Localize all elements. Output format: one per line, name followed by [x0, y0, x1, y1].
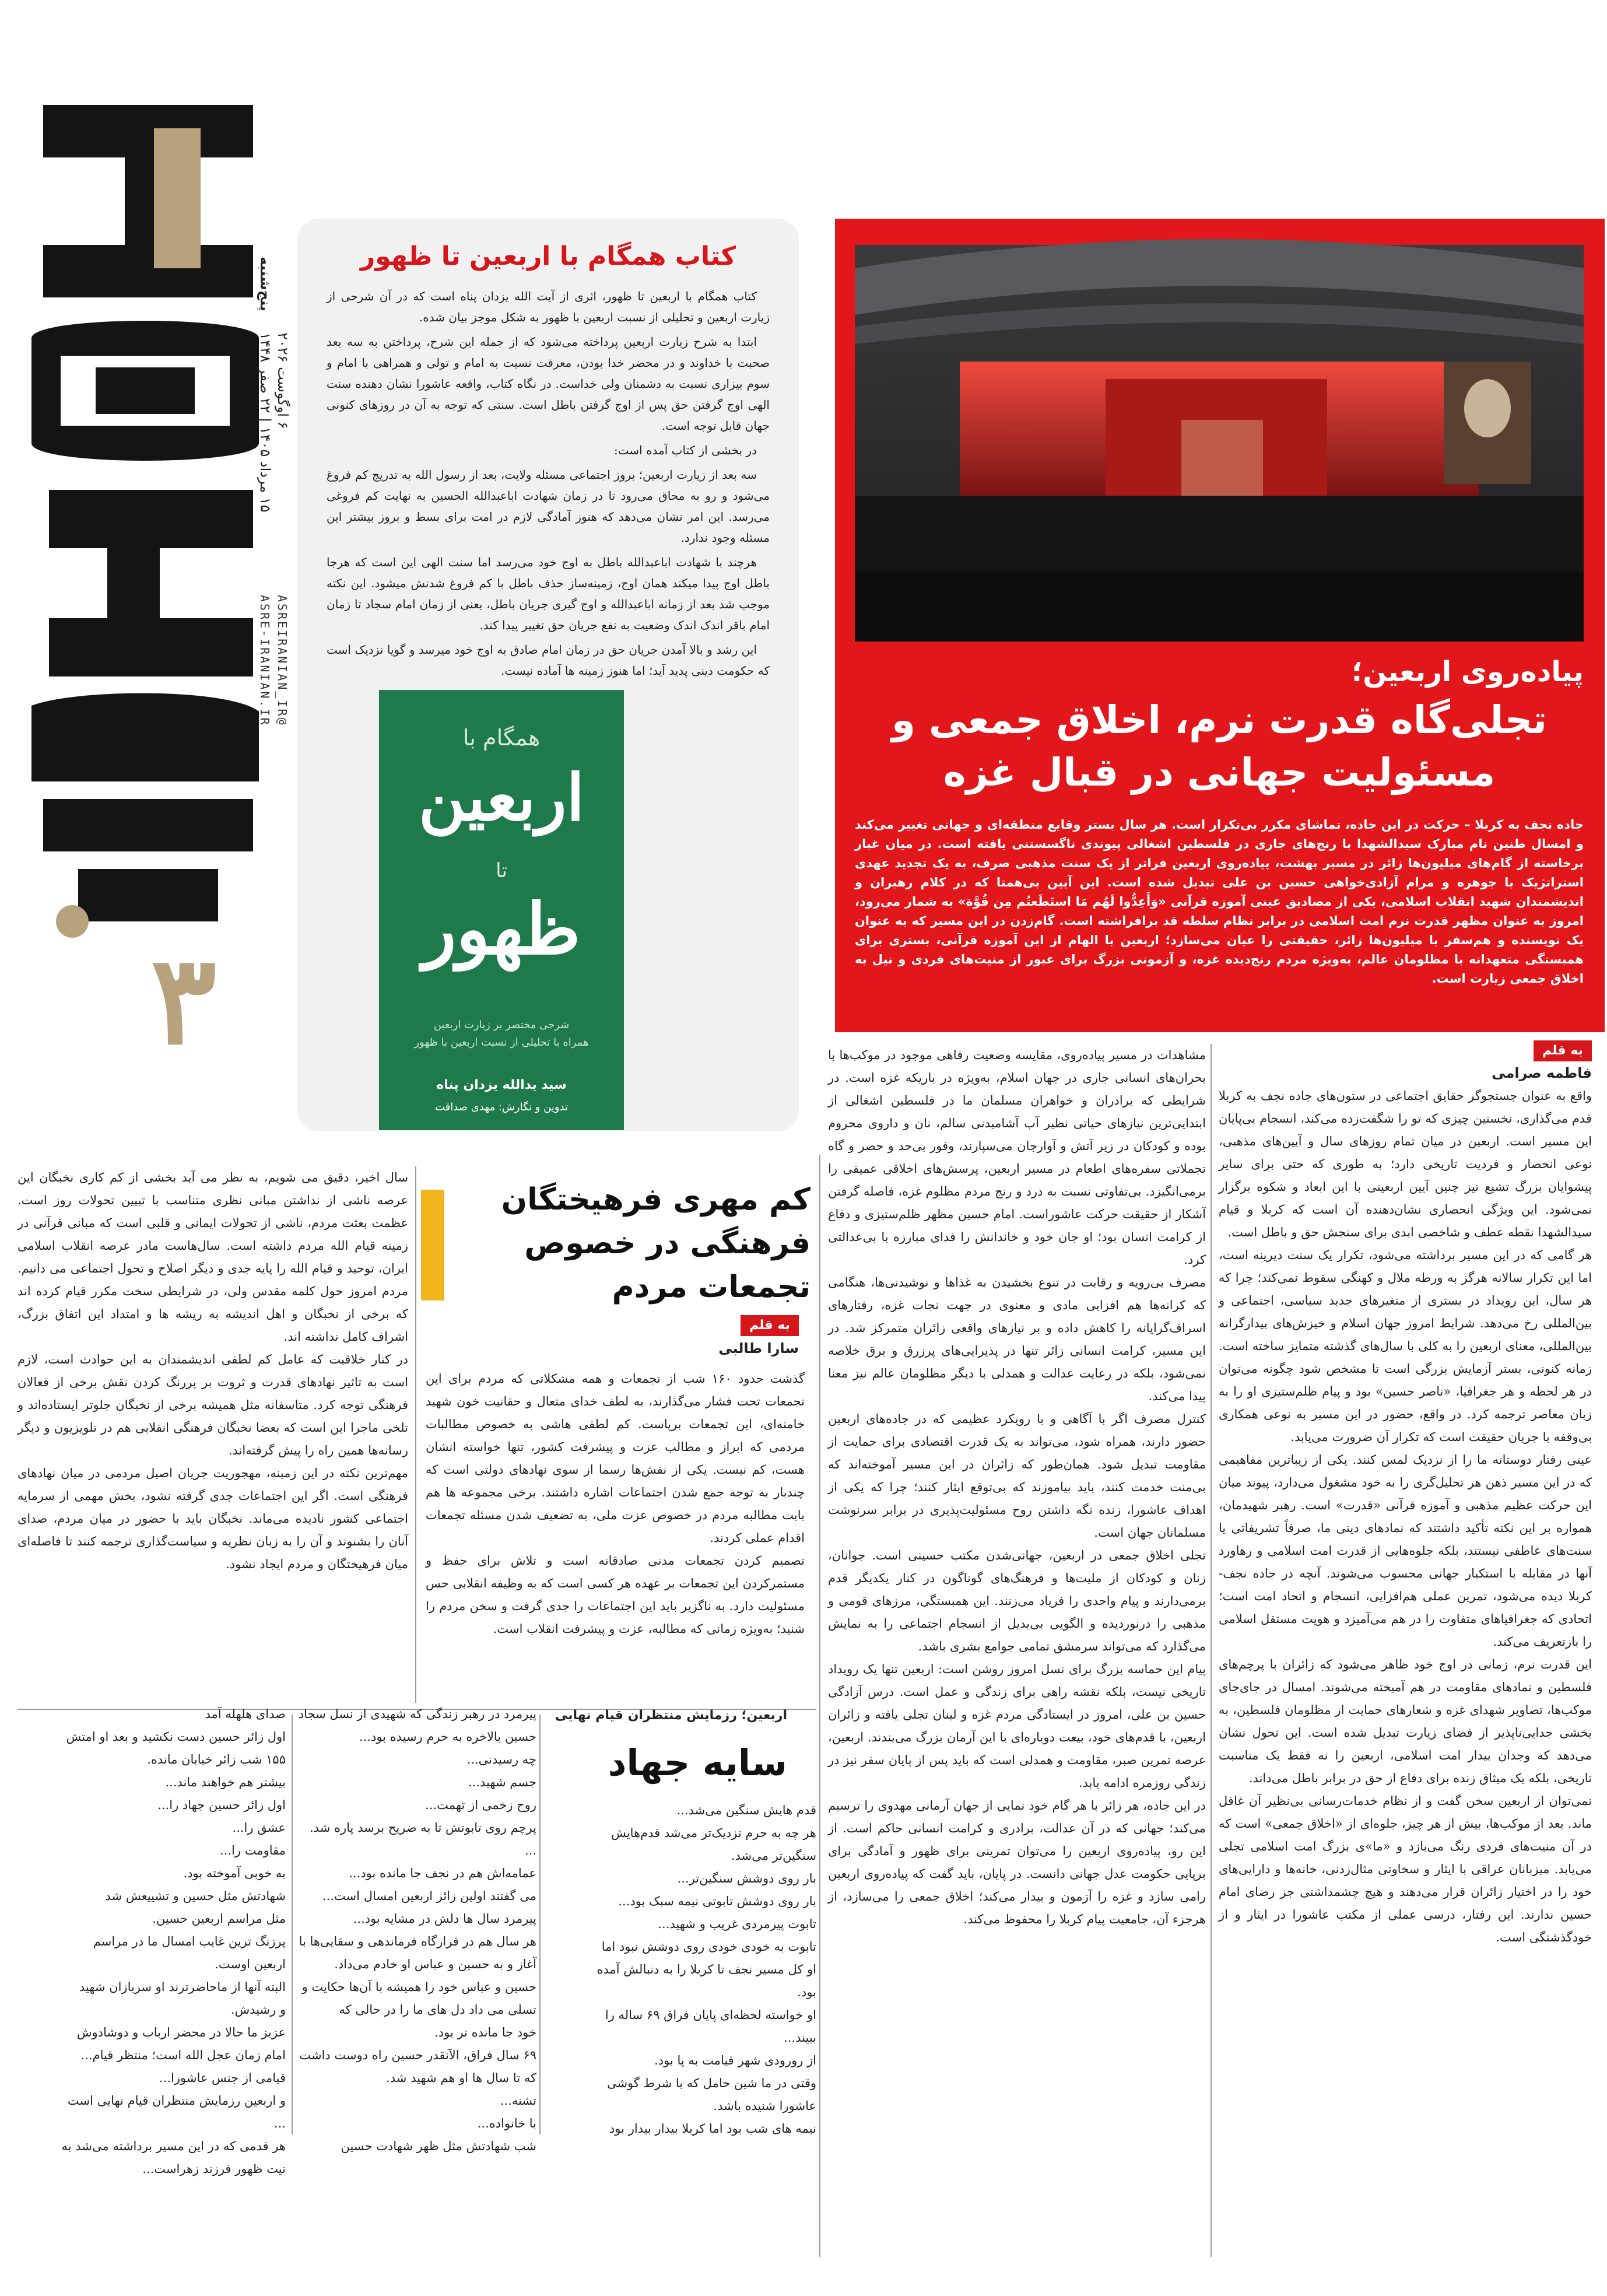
book-paragraph: هرچند با شهادت اباعبدالله باطل به اوج خود می‌رسد اما سنت الهی این است که هرجا باطل اوج پیدا میکند همان اوج، زمینه‌ساز حذف باطل با کم فروغ شدنش میشود. این نکته موجب شد بعد از زمانه اباعبدالله و اوج گیری جریان باطل، یعنی از زمان امام سجاد تا زمان امام باقر اندک اندک وضعیت به نفع جریان حق تغییر پیدا کند.	[327, 555, 770, 632]
verse-line: عزیز ما حالا در محضر ارباب و دوشادوش	[76, 2025, 286, 2039]
article3-column-2	[297, 1703, 536, 2153]
verse-line: تابوت به خودی خودی روی دوشش نبود اما	[601, 1940, 816, 1954]
verse-line: عشق را...	[232, 1821, 286, 1835]
verse-line: هر چه به حرم نزدیک‌تر می‌شد قدم‌هایش	[610, 1826, 816, 1840]
verse-line: خود جا مانده تر بود.	[434, 2025, 536, 2039]
issue-info	[257, 257, 292, 560]
verse-line: قدم هایش سنگین می‌شد...	[676, 1803, 816, 1817]
crowd-photo-art	[855, 245, 1584, 642]
verse-line: و رشیدش.	[230, 2003, 286, 2017]
verse-line: پرزنگ ترین غایب امسال ما در مراسم	[93, 1934, 286, 1948]
verse-line: به خوبی آموخته بود.	[183, 1866, 286, 1880]
byline-name: فاطمه صرامی	[1492, 1065, 1592, 1081]
article3-kicker: اربعین؛ رزمایش منتظران قیام نهایی	[555, 1708, 787, 1723]
masthead-logo	[8, 93, 297, 1026]
cover-word-3: ظهور	[422, 888, 581, 970]
cover-word-1: اربعین	[418, 760, 585, 835]
verse-line: ببیند...	[784, 2031, 816, 2045]
verse-line: چه رسیدنی...	[466, 1752, 536, 1766]
column-divider	[415, 1166, 416, 1703]
verse-line: اول زائر حسین جهاد را...	[157, 1798, 286, 1812]
date-persian: ۱۵ مرداد ۱۴۰۵ | ۲۲ صفر ۱۴۴۸	[257, 332, 273, 513]
verse-line: ...	[524, 1843, 536, 1857]
column-divider	[1210, 1044, 1212, 2257]
book-title: کتاب همگام با اربعین تا ظهور	[360, 241, 736, 271]
verse-line: اربعین اوست.	[215, 1957, 286, 1971]
verse-line: روح زخمی از تهمت...	[425, 1798, 536, 1812]
verse-line: تسلی می داد دل های ما را در حالی که	[339, 2003, 536, 2017]
article3-column-1	[542, 1799, 816, 2137]
verse-line: اول زائر حسین دست نکشید و بعد او امتش	[66, 1730, 286, 1744]
byline-tag: به قلم	[1534, 1040, 1592, 1061]
feature-column-1: واقع به عنوان جستجوگر حقایق اجتماعی در ستون‌های جاده نجف به کربلا قدم می‌گذاری، نخستین چیزی که تو را شگفت‌زده می‌کند، انسجام بی‌پایان این مسیر است. اربعین در میان تمام روزهای سال و آیین‌های مذهبی، نوعی انحصار و فردیت تاریخی دارد؛ به طوری که حتی برای سایر پیشوایان بزرگ تشیع نیز چنین آیین اربعینی با این ابعاد و شکوه برگزار نمی‌شود. این ویژگی انحصاری نشان‌دهنده آن است که کربلا و قیام سیدالشهدا نقطه عطف و شاخصی ابدی برای سنجش حق و باطل است. هر گامی که در این مسیر برداشته می‌شود، تکرار یک سنت دیرینه است، اما این تکرار سالانه هرگز به ورطه ملال و کهنگی سقوط نمی‌کند؛ چرا که هر سال، این رویداد در بستری از متغیرهای جدید سیاسی، اجتماعی و بین‌المللی رخ می‌دهد. شرایط امروز جهان اسلام و خیزش‌های بیدارگرانه بین‌المللی، معنای اربعین را به کلی با سال‌های گذشته متمایز ساخته است. زمانه کنونی، بستر آزمایش بزرگی است تا مشخص شود چگونه می‌توان در هر لحظه و هر جغرافیا، «ناصر حسین» بود و پیام ظلم‌ستیزی او را به زبان معاصر ترجمه کرد. در واقع، حضور در این مسیر به نوعی همکاری بی‌وقفه با جریان حقیقت است که تکرار آن ضرورت می‌یابد. عینی رفتار دوستانه ما را از نزدیک لمس کنند. یکی از زیباترین مفاهیمی که در این مسیر ذهن هر تحلیل‌گری را به خود مشغول می‌دارد، پیوند میان این حرکت عظیم مذهبی و آموزه قرآنی «قدرت» است. رهبر شهیدمان، همواره بر این نکته تأکید داشتند که نمادهای دینی ما، صرفاً تشریفاتی یا سنت‌های عاطفی نیستند، بلکه جلوه‌هایی از قدرت امت اسلامی و رهاورد آنها در مقابله با استکبار جهانی محسوب می‌شوند. آنچه در جاده نجف-کربلا دیده می‌شود، تمرین عملی هم‌افزایی، انسجام و اتحاد امت است؛ اتحادی که جغرافیاهای متفاوت را در هم می‌آمیزد و هویت مستقل اسلامی را بازتعریف می‌کند. این قدرت نرم، زمانی در اوج خود ظاهر می‌شود که زائران با پرچم‌های فلسطین و نمادهای مقاومت در هم آمیخته می‌شوند. امسال در جای‌جای موکب‌ها، تصاویر شهدای غزه و شعارهای حمایت از مظلومان فلسطین، به بخشی جدایی‌ناپذیر از فضای زیارت تبدیل شده است. این تحول نشان می‌دهد که وجدان بیدار امت اسلامی، اربعین را نه فقط یک مناسبت تاریخی، بلکه یک میثاق زنده برای دفاع از حق در برابر باطل می‌داند. نمی‌توان از اربعین سخن گفت و از نظام خدمات‌رسانی بی‌نظیر آن غافل ماند. بعد از موکب‌ها، بیش از هر چیز، جلوه‌ای از «اخلاق جمعی» است که در آن منیت‌های فردی رنگ می‌بازد و «ما»ی بزرگ امت اسلامی تجلی می‌یابد. میزبانان عراقی با ایثار و سخاوتی مثال‌زدنی، خانه‌ها و دارایی‌های خود را در اختیار زائران قرار می‌دهند و هیچ چشمداشتی جز رضای امام حسین ندارند. این رفتار، درسی عملی از مکتب عاشورا در ایثار و از خودگذشتگی است.	[1219, 1089, 1592, 1944]
website-link[interactable]: ASRE-IRANIAN.IR	[258, 595, 272, 727]
verse-line: تابوت پیرمردی غریب و شهید...	[658, 1917, 816, 1931]
article2-column-1: گذشت حدود ۱۶۰ شب از تجمعات و همه مشکلاتی که مردم برای این تجمعات تحت فشار می‌گذارند، به لطف خدای متعال و حقانیت خون شهید خامنه‌ای، این تجمعات برپاست. کم لطفی هاشی به خصوص مطالبات مردمی که ابراز و مطالب عزت و پیشرفت کشور، تنها خواسته انشان هست، کم نیست. یکی از نقش‌ها رسما از سوی نهادهای دولتی است که چندبار به توجه جمع شدن اجتماعات اشاره داشتند. برخی مجموعه ها هم بابت مطالبه مردم در خصوص عزت ملی، به تضعیف شدن مسئله تجمعات اقدام عملی کردند. تصمیم کردن تجمعات مدنی صادقانه است و تلاش برای حفظ و مستمرکردن این تجمعات بر عهده هر کسی است که به وظیفه انقلابی حس مسئولیت دارد. به ناگزیر باید این اجتماعات را جدی گرفت و سخن مردم را شنید؛ به‌ویژه زمانی که مطالبه، عزت و پیشرفت انقلاب است.	[426, 1372, 805, 1636]
book-paragraph: کتاب همگام با اربعین تا ظهور، اثری از آیت الله یزدان پناه است که در آن شرحی از زیارت اربعین و تحلیلی از نسبت اربعین با ظهور به شکل موجز بیان شده.	[327, 289, 770, 324]
book-text	[327, 286, 770, 678]
verse-line: پرچم روی تابوتش تا به ضریح برسد پاره شد.	[310, 1821, 536, 1835]
verse-line: جسم شهید...	[468, 1775, 536, 1789]
verse-line: آغاز و به حسین و عباس او خادم می‌داد.	[334, 1957, 536, 1971]
feature-photo	[855, 245, 1584, 642]
verse-line: مثل مراسم اربعین حسین.	[152, 1912, 286, 1926]
byline-name: سارا طالبی	[718, 1340, 799, 1356]
article2-column-2: سال اخیر، دقیق می شویم، به نظر می آید بخشی از کم کاری نخبگان این عرصه ناشی از نداشتن مبانی نظری متناسب با تبیین تحولات روز است. عظمت بعثت مردم، ناشی از تحولات ایمانی و قلبی است که مبانی قرآنی در زمینه قیام الله مردم داشته است. سال‌هاست مادر عرصه انقلاب اسلامی ایران، توحید و قیام الله را پایه جدی و دیگر اصلاح و تحول اجتماعی می دانیم. مردم امروز حول کلمه مقدس ولی، در شرایطی سخت مکرر قیام کرده اند که برخی از نخبگان و اهل اندیشه به ریشه ها و امتداد این اتفاق بزرگ، اشراف کامل نداشته اند. در کنار خلاقیت که عامل کم لطفی اندیشمندان به این حوادث است، لازم است به تاثیر نهادهای قدرت و ثروت بر پررنگ کردن نقش برخی از فعالان فرهنگی توجه کرد. متاسفانه مثل همیشه برخی از نخبگان جلوتر ایستاده‌اند و تلخی ماجرا این است که بعضا نخبگان فرهنگی انقلابی هم در تلویزیون و دیگر رسانه‌ها همین راه را پیش گرفته‌اند. مهم‌ترین نکته در این زمینه، مهجوریت جریان اصیل مردمی در میان نهادهای فرهنگی است. اگر این اجتماعات جدی گرفته نشود، بخش مهمی از سرمایه اجتماعی کشور نادیده می‌ماند. نخبگان باید با حضور در میان مردم، صدای آنان را بشنوند و آن را به زبان نظریه و سیاست‌گذاری ترجمه کنند تا فاصله‌ای میان فرهیختگان و مردم ایجاد نشود.	[17, 1170, 408, 1571]
verse-line: قیامی از جنس عاشورا...	[159, 2071, 286, 2085]
cover-subtitle: شرحی مختصر بر زیارت اربعین همراه با تحلیلی از نسبت اربعین با ظهور	[414, 1019, 589, 1049]
verse-line: البته آنها از ماحاضرترند او سربازان شهید	[79, 1980, 286, 1994]
cover-editor: تدوین و نگارش: مهدی صداقت	[434, 1101, 569, 1113]
verse-line: پیرمرد سال ها دلش در مشایه بود...	[353, 1912, 536, 1926]
verse-line: تشنه...	[500, 2094, 536, 2108]
verse-line: حسین بالاخره به حرم رسیده بود...	[359, 1730, 536, 1744]
verse-line: مقاومت را...	[220, 1843, 286, 1857]
verse-line: سنگین‌تر می‌شد.	[731, 1849, 816, 1863]
instagram-handle[interactable]: @ASREIRANIAN_IR	[275, 595, 289, 727]
book-paragraph: در بخشی از کتاب آمده است:	[614, 443, 757, 457]
feature-headline: تجلی‌گاه قدرت نرم، اخلاق جمعی و مسئولیت جهانی در قبال غزه	[891, 697, 1548, 795]
book-paragraph: سه بعد از زیارت اربعین؛ بروز اجتماعی مسئله ولایت، بعد از رسول الله به تدریج کم فروغ می‌شود و رو به محاق می‌رود تا در زمان شهادت اباعبدالله الحسین به نهایت کم فروغی می‌رسد. این امر نشان می‌دهد که هنوز آمادگی لازم در امت برای بسط و بروز بیشتر این مسئله وجود ندارد.	[327, 468, 770, 545]
feature-lede: جاده نجف به کربلا – حرکت در این جاده، تماشای مکرر بی‌تکرار است. هر سال بستر وقایع منطقه‌ای و جهانی تغییر می‌کند و امسال طنین نام مبارک سیدالشهدا با رنج‌های جاری در فلسطین اشغالی پیوندی ناگسستنی یافته است. در میان غبار برخاسته از گام‌های میلیون‌ها زائر در مسیر بهشت، پیاده‌روی اربعین فراتر از یک سنت مذهبی صرف، به یک تجدید عهدی استراتژیک با جوهره و مرام آزادی‌خواهی حسین بن علی تبدیل شده است. این آیین بی‌همتا که در کلام رهبران و اندیشمندان شهید انقلاب اسلامی، یکی از مصادیق عینی آموزه قرآنی «وَأَعِدُّوا لَهُم مَا استَطَعتُم مِن قُوَّة» به شمار می‌رود، امروز به عنوان مظهر قدرت نرم امت اسلامی در برابر نظام سلطه قد برافراشته است. گام‌زدن در این مسیر که به عنوان یک نویسنده و هم‌سفر با میلیون‌ها زائر، حقیقتی را عیان می‌سازد؛ اربعین با الهام از این آموزه قرآنی، بستری برای همبستگی متعهدانه با مظلومان عالم، به‌ویژه مردم رنج‌دیده غزه، و آزمونی بزرگ برای عبور از منیت‌های فردی و نیل به اخلاق جمعی زیارت است.	[855, 818, 1584, 986]
verse-line: هر قدمی که در این مسیر برداشته می‌شد به	[61, 2139, 286, 2153]
book-paragraph: ابتدا به شرح زیارت اربعین پرداخته می‌شود که از جمله این شرح، پرداختن به سه بعد صحبت با خداوند و در محضر خدا بودن، معرفت نسبت به امام و تولی و همراهی با امام و سوم بیزاری نسبت به دشمنان ولی خداست. در نگاه کتاب، واقعه عاشورا نشان دهنده سنت الهی اوج گرفتن حق پس از اوج گرفتن باطل است. سنتی که توجه به آن در روزهای کنونی جهان قابل توجه است.	[327, 335, 770, 433]
cover-author: سید یدالله یزدان پناه	[436, 1078, 567, 1092]
article3-title: سایه جهاد	[608, 1741, 787, 1784]
verse-line: ۱۵۵ شب زائر خیابان مانده.	[147, 1752, 286, 1766]
verse-line: حسین و عباس خود را همیشه با آن‌ها حکایت و	[301, 1980, 536, 1994]
column-divider	[819, 1155, 820, 2257]
book-paragraph: این رشد و بالا آمدن جریان حق در زمان امام صادق به اوج خود میرسد و گویا نزدیک است که حکومت دینی پدید آید؛ اما هنوز زمینه ها آماده نیست.	[327, 643, 770, 678]
cover-top-text: همگام با	[462, 725, 541, 751]
page-number: ۳	[150, 928, 217, 1072]
verse-line: و اربعین رزمایش منتظران قیام نهایی است	[67, 2094, 286, 2108]
verse-line: عمامه‌اش هم در نجف جا مانده بود...	[349, 1866, 536, 1880]
date-gregorian: ۶ اوگوست ۲۰۲۶	[275, 332, 291, 429]
article3-column-3	[23, 1703, 286, 2176]
verse-line: پیرمرد در رهبر زندگی که شهیدی از نسل سجاد	[298, 1707, 536, 1721]
verse-line: ۶۹ سال فراق، الآنقدر حسین راه دوست داشت	[299, 2048, 536, 2062]
cover-word-2: تا	[496, 859, 507, 882]
feature-column-2: مشاهدات در مسیر پیاده‌روی، مقایسه وضعیت رفاهی موجود در موکب‌ها با بحران‌های انسانی جاری در جهان اسلام، به‌ویژه در باریکه غزه است. در شرایطی که برادران و خواهران مسلمان ما در فلسطین اشغالی از ابتدایی‌ترین نیازهای حیاتی نظیر آب آشامیدنی سالم، نان و داروی محروم بوده و کودکان در زیر آتش و آوارجان می‌سپارند، وفور بی‌حد و حصر و گاه تجملاتی سفره‌های اطعام در مسیر اربعین، پرسش‌های اخلاقی عمیقی را برمی‌انگیزد. بی‌تفاوتی نسبت به درد و رنج مردم مظلوم غزه، فاصله گرفتن آشکار از حقیقت حرکت عاشوراست. امام حسین مظهر ظلم‌ستیزی و دفاع از کرامت انسان بود؛ او جان خود و خاندانش را فدای مبارزه با بی‌عدالتی کرد. مصرف بی‌رویه و رقابت در تنوع بخشیدن به غذاها و نوشیدنی‌ها، هنگامی که کرانه‌ها هم افزایی مادی و معنوی در جهت نجات غزه، رفتارهای اسراف‌گرایانه را کاهش داده و بر نیازهای واقعی زائران متمرکز شد. در این مسیر، کرامت انسانی زائر تنها در پذیرایی‌های پرزرق و برق خلاصه نمی‌شود، بلکه در رعایت عدالت و همدلی با دیگر مظلومان عالم نیز معنا پیدا می‌کند. کنترل مصرف اگر با آگاهی و با رویکرد عظیمی که در جاده‌های اربعین حضور دارند، همراه شود، می‌تواند به یک قدرت اقتصادی برای حمایت از مقاومت تبدیل شود. همان‌طور که زائران در این مسیر آموخته‌اند که بی‌منت خدمت کنند، باید بیاموزند که بی‌توقع ایثار کنند؛ چرا که یکی از اهداف عاشورا، زنده نگه داشتن روح مسئولیت‌پذیری در برابر سرنوشت مسلمانان جهان است. تجلی اخلاق جمعی در اربعین، جهانی‌شدن مکتب حسینی است. جوانان، زنان و کودکان از ملیت‌ها و فرهنگ‌های گوناگون در کنار یکدیگر قدم برمی‌دارند و پیام واحدی را فریاد می‌زنند. این همبستگی، مرزهای قومی و مذهبی را درنوردیده و الگویی بی‌بدیل از انسجام اجتماعی را به نمایش می‌گذارد که می‌تواند سرمشق تمامی جوامع بشری باشد. پیام این حماسه بزرگ برای نسل امروز روشن است: اربعین تنها یک رویداد تاریخی نیست، بلکه نقشه راهی برای زندگی و عمل است. درس آزادگی حسین بن علی، امروز در ایستادگی مردم غزه و لبنان تجلی یافته و زائران اربعین، با قدم‌های خود، بیعت دوباره‌ای با این آرمان بزرگ می‌بندند. اربعین، عرصه تمرین صبر، مقاومت و همدلی است که باید پس از پایان سفر نیز در زندگی روزمره ادامه یابد. در این جاده، هر زائر با هر گام خود نمایی از جهان آرمانی مهدوی را ترسیم می‌کند؛ جهانی که در آن عدالت، برادری و کرامت انسانی حاکم است. از این رو، پیاده‌روی اربعین را می‌توان تمرینی برای ظهور و آمادگی برای برپایی حکومت عدل جهانی دانست. در پایان، باید گفت که پیاده‌روی اربعین رامی سازد و غزه را آزمون و بیدار می‌کند؛ اخلاق جمعی را می‌سازد، از هرجزء آن، جامعیت پیام کربلا را محفوظ می‌کند.	[828, 1048, 1206, 1926]
verse-line: ...	[273, 2116, 286, 2130]
verse-line: امام زمان عجل الله است؛ منتظر قیام...	[80, 2048, 286, 2062]
social-handles	[252, 595, 293, 805]
verse-line: عاشورا شنیده باشد.	[713, 2099, 816, 2113]
verse-line: او کل مسیر نجف تا کربلا را به دنبالش آمده	[597, 1962, 816, 1976]
weekday: پنج‌شنبه	[257, 257, 273, 311]
verse-line: بیشتر هم خواهند ماند...	[165, 1775, 286, 1789]
verse-line: نیمه های شب بود اما کربلا بیدار بیدار بود	[609, 2122, 816, 2136]
verse-line: صدای هلهله آمد	[205, 1707, 286, 1721]
book-cover-image	[379, 690, 624, 1130]
verse-line: شب شهادتش مثل ظهر شهادت حسین	[341, 2139, 536, 2153]
verse-line: وقتی در ما شین حامل که با شرط گوشی	[606, 2076, 816, 2090]
article2-title: کم مهری فرهیختگان فرهنگی در خصوص تجمعات مردم	[501, 1182, 810, 1305]
masthead-logo-art	[8, 93, 297, 1026]
verse-line: شهادتش مثل حسین و تشییعش شد	[105, 1889, 286, 1903]
column-divider	[292, 1715, 293, 2134]
verse-line: که تا سال ها او هم شهید شد.	[386, 2071, 536, 2085]
feature-kicker: پیاده‌روی اربعین؛	[1352, 656, 1584, 688]
verse-line: می گفتند اولین زائر اربعین امسال است...	[322, 1889, 536, 1903]
verse-line: او خواسته لحظه‌ای پایان فراق ۶۹ ساله را	[605, 2008, 816, 2022]
verse-line: از رورودی شهر قیامت به پا بود.	[654, 2053, 816, 2067]
verse-line: نیت ظهور فرزند زهراست...	[142, 2162, 286, 2176]
verse-line: بار روی دوشش سنگین‌تر...	[677, 1871, 816, 1885]
verse-line: بار روی دوشش تابوتی نیمه سبک بود...	[618, 1894, 816, 1908]
verse-line: بود.	[797, 1985, 816, 1999]
byline-tag: به قلم	[741, 1315, 799, 1336]
column-divider	[539, 1715, 541, 2134]
verse-line: با خانواده...	[477, 2116, 536, 2130]
verse-line: هر سال هم در قرارگاه فرماندهی و سقایی‌ها با	[299, 1934, 536, 1948]
